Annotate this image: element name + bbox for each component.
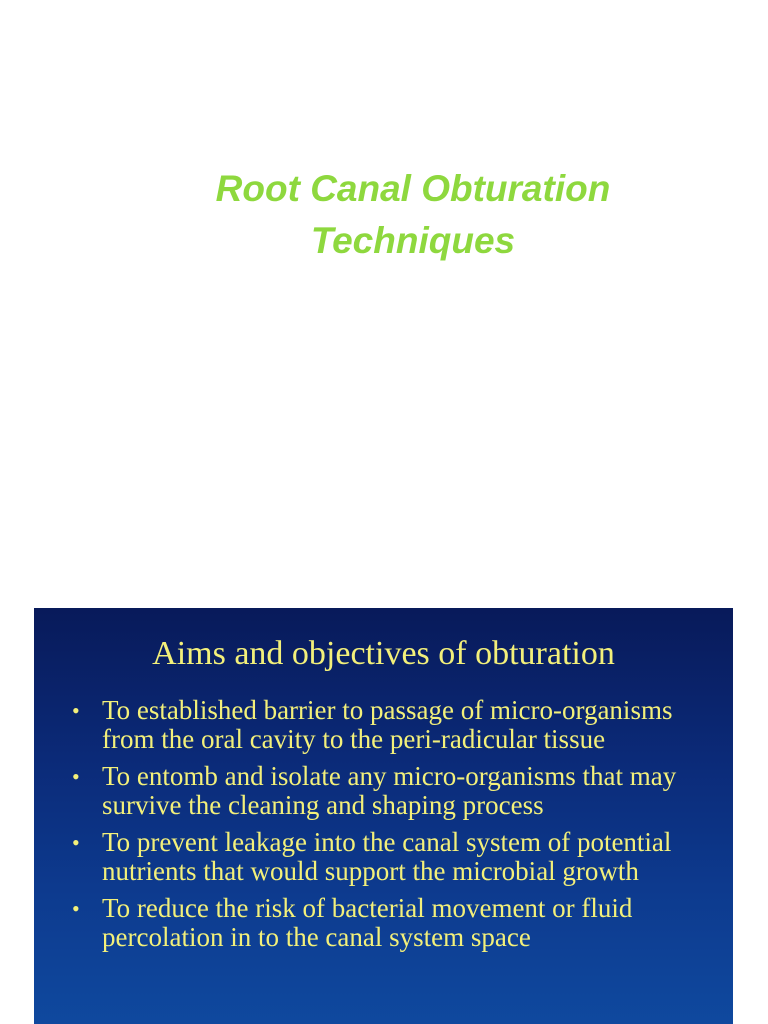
bullet-text: To reduce the risk of bacterial movement or fluid percolation in to the canal system space — [102, 893, 633, 952]
document-title-line-2: Techniques — [310, 220, 516, 261]
bullet-list — [70, 696, 720, 960]
bullet-item — [70, 696, 720, 754]
bullet-text: To established barrier to passage of micro-organisms from the oral cavity to the peri-radicular tissue — [102, 695, 673, 754]
bullet-item — [70, 894, 720, 952]
bullet-item — [70, 828, 720, 886]
bullet-item — [70, 762, 720, 820]
bullet-text: To entomb and isolate any micro-organisms that may survive the cleaning and shaping process — [102, 761, 677, 820]
bullet-icon: • — [72, 698, 80, 723]
document-title-line-1: Root Canal Obturation — [215, 168, 611, 209]
bullet-icon: • — [72, 764, 80, 789]
document-title — [0, 163, 768, 267]
slide-image — [34, 608, 733, 1024]
bullet-icon: • — [72, 896, 80, 921]
bullet-text: To prevent leakage into the canal system of potential nutrients that would support the microbial growth — [102, 827, 672, 886]
bullet-icon: • — [72, 830, 80, 855]
slide-heading: Aims and objectives of obturation — [152, 635, 615, 672]
